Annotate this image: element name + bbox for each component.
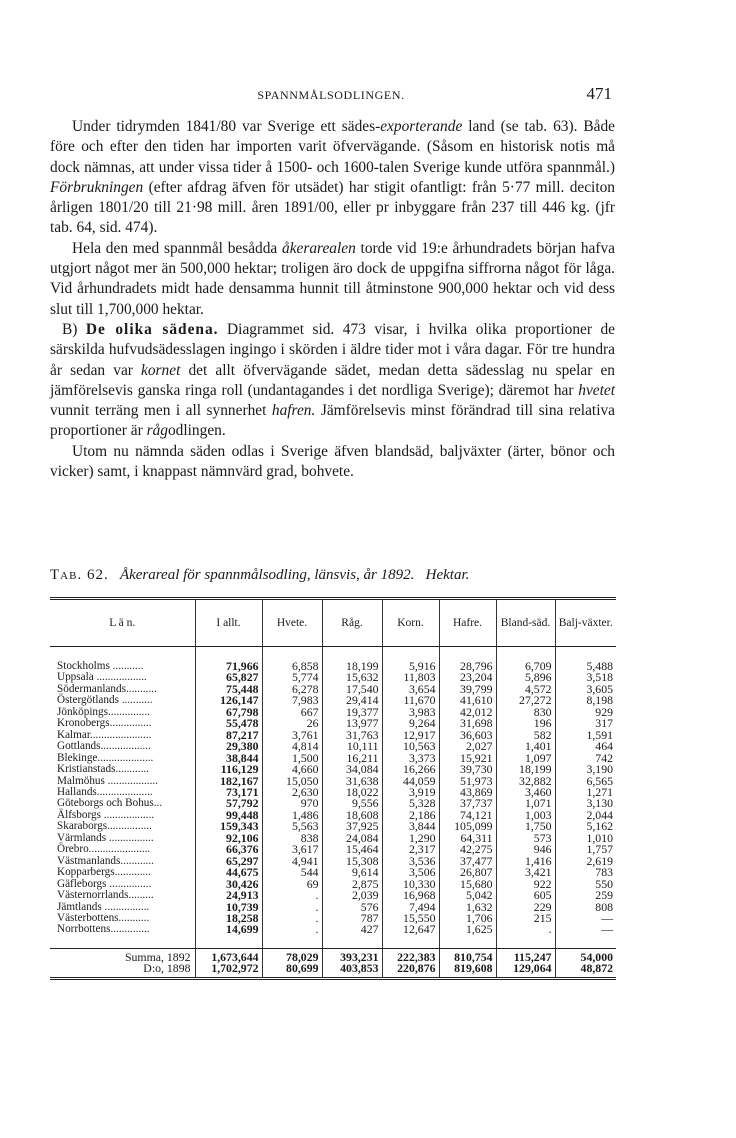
cell-bland: 1,003	[496, 810, 555, 821]
county-name: Göteborgs och Bohus...	[57, 797, 163, 810]
summary-row	[50, 963, 616, 978]
county-name: Älfsborgs ..................	[57, 808, 155, 821]
table-row	[50, 924, 616, 948]
cell-hvete: .	[262, 913, 322, 924]
cell-rag: 15,632	[322, 672, 382, 683]
cell-iallt: 66,376	[195, 844, 262, 855]
cell-iallt: 57,792	[195, 798, 262, 809]
col-header-iallt: I allt.	[195, 599, 262, 647]
sum-balj: 48,872	[555, 963, 616, 978]
cell-bland: 1,097	[496, 753, 555, 764]
cell-korn: 10,330	[382, 879, 439, 890]
sum-hvete: 78,029	[262, 948, 322, 963]
col-header-rag: Råg.	[322, 599, 382, 647]
cell-iallt: 182,167	[195, 776, 262, 787]
cell-iallt: 67,798	[195, 707, 262, 718]
cell-bland: 1,750	[496, 821, 555, 832]
table-row	[50, 647, 616, 673]
cell-hvete: 15,050	[262, 776, 322, 787]
cell-hafre: 51,973	[439, 776, 496, 787]
cell-korn: 11,803	[382, 672, 439, 683]
cell-hvete: 3,617	[262, 844, 322, 855]
county-name: Östergötlands ...........	[57, 694, 153, 707]
cell-balj: 5,162	[555, 821, 616, 832]
cell-korn: 3,373	[382, 753, 439, 764]
county-name: Norrbottens..............	[50, 924, 195, 948]
cell-rag: 13,977	[322, 718, 382, 729]
cell-korn: 11,670	[382, 695, 439, 706]
cell-bland: 582	[496, 730, 555, 741]
table-row	[50, 890, 616, 901]
cell-korn: 1,290	[382, 833, 439, 844]
cell-iallt: 10,739	[195, 902, 262, 913]
cell-hvete: 544	[262, 867, 322, 878]
cell-korn: 3,983	[382, 707, 439, 718]
cell-rag: 19,377	[322, 707, 382, 718]
cell-hafre: 1,625	[439, 924, 496, 948]
cell-hvete: 5,563	[262, 821, 322, 832]
cell-hvete: 69	[262, 879, 322, 890]
sum-hvete: 80,699	[262, 963, 322, 978]
cell-iallt: 126,147	[195, 695, 262, 706]
col-header-blandsad: Bland-säd.	[496, 599, 555, 647]
cell-korn: 2,186	[382, 810, 439, 821]
cell-rag: 9,556	[322, 798, 382, 809]
cell-rag: 16,211	[322, 753, 382, 764]
cell-hvete: 5,774	[262, 672, 322, 683]
cell-bland: 5,896	[496, 672, 555, 683]
table-header-row	[50, 599, 616, 647]
cell-hafre: 39,730	[439, 764, 496, 775]
cell-korn: 3,654	[382, 684, 439, 695]
cell-iallt: 87,217	[195, 730, 262, 741]
cell-korn: 16,968	[382, 890, 439, 901]
cell-bland: 573	[496, 833, 555, 844]
paragraph-blandsad: Utom nu nämnda säden odlas i Sverige äfven blandsäd, baljväxter (ärter, bönor och vicker) samt, i knappast nämnvärd grad, bohvete.	[50, 442, 615, 481]
cell-iallt: 24,913	[195, 890, 262, 901]
county-name: Kristianstads............	[57, 763, 149, 776]
sum-bland: 129,064	[496, 963, 555, 978]
county-name: Södermanlands...........	[57, 682, 157, 695]
cell-korn: 7,494	[382, 902, 439, 913]
county-name: Uppsala ..................	[57, 671, 147, 684]
county-name: Gottlands..................	[57, 740, 151, 753]
cell-rag: 10,111	[322, 741, 382, 752]
cell-hafre: 39,799	[439, 684, 496, 695]
col-header-hvete: Hvete.	[262, 599, 322, 647]
cell-korn: 15,550	[382, 913, 439, 924]
cell-balj: 3,518	[555, 672, 616, 683]
cell-korn: 10,563	[382, 741, 439, 752]
cell-hafre: 26,807	[439, 867, 496, 878]
sum-balj: 54,000	[555, 948, 616, 963]
cell-hafre: 37,737	[439, 798, 496, 809]
cell-hafre: 1,632	[439, 902, 496, 913]
cell-hafre: 15,921	[439, 753, 496, 764]
cell-balj: 1,591	[555, 730, 616, 741]
cell-bland: 1,401	[496, 741, 555, 752]
cell-bland: 946	[496, 844, 555, 855]
county-name: Västerbottens...........	[57, 911, 150, 924]
cell-hvete: .	[262, 890, 322, 901]
cell-iallt: 29,380	[195, 741, 262, 752]
cell-rag: 427	[322, 924, 382, 948]
running-header	[50, 84, 612, 106]
cell-rag: 15,464	[322, 844, 382, 855]
cell-iallt: 18,258	[195, 913, 262, 924]
cell-bland: .	[496, 924, 555, 948]
cell-hvete: 667	[262, 707, 322, 718]
cell-balj: 317	[555, 718, 616, 729]
cell-hvete: 6,858	[262, 647, 322, 673]
cell-balj: 1,757	[555, 844, 616, 855]
cell-hvete: .	[262, 902, 322, 913]
cell-rag: 31,638	[322, 776, 382, 787]
cell-korn: 44,059	[382, 776, 439, 787]
cell-bland: 3,460	[496, 787, 555, 798]
cell-hvete: 3,761	[262, 730, 322, 741]
cell-bland: 605	[496, 890, 555, 901]
cell-hvete: 1,486	[262, 810, 322, 821]
county-name: Kopparbergs.............	[57, 866, 151, 879]
cell-hvete: 26	[262, 718, 322, 729]
cell-balj: 464	[555, 741, 616, 752]
county-name: Malmöhus ..................	[57, 774, 158, 787]
cell-balj: 2,619	[555, 856, 616, 867]
sum-bland: 115,247	[496, 948, 555, 963]
cell-balj: 2,044	[555, 810, 616, 821]
cell-bland: 830	[496, 707, 555, 718]
cell-balj: —	[555, 913, 616, 924]
cell-hafre: 74,121	[439, 810, 496, 821]
cell-korn: 5,328	[382, 798, 439, 809]
cell-rag: 18,608	[322, 810, 382, 821]
county-name: Blekinge....................	[57, 751, 154, 764]
cell-bland: 1,071	[496, 798, 555, 809]
body-text	[50, 117, 615, 482]
cell-iallt: 14,699	[195, 924, 262, 948]
county-name: Stockholms ...........	[57, 660, 144, 672]
cell-rag: 2,875	[322, 879, 382, 890]
cell-hvete: 2,630	[262, 787, 322, 798]
cell-rag: 31,763	[322, 730, 382, 741]
cell-hafre: 64,311	[439, 833, 496, 844]
table-row	[50, 867, 616, 878]
cell-hafre: 41,610	[439, 695, 496, 706]
cell-balj: 550	[555, 879, 616, 890]
cell-balj: 6,565	[555, 776, 616, 787]
col-header-korn: Korn.	[382, 599, 439, 647]
sum-rag: 393,231	[322, 948, 382, 963]
cell-balj: 742	[555, 753, 616, 764]
table-unit: Hektar.	[425, 567, 470, 583]
cell-korn: 3,536	[382, 856, 439, 867]
cell-hafre: 28,796	[439, 647, 496, 673]
cell-korn: 12,917	[382, 730, 439, 741]
cell-rag: 2,039	[322, 890, 382, 901]
table-label: Tab. 62.	[50, 567, 109, 583]
table-title: Åkerareal för spannmålsodling, länsvis, år 1892.	[119, 567, 415, 583]
sum-korn: 222,383	[382, 948, 439, 963]
cell-iallt: 44,675	[195, 867, 262, 878]
cell-iallt: 55,478	[195, 718, 262, 729]
cell-bland: 215	[496, 913, 555, 924]
cell-hvete: 970	[262, 798, 322, 809]
cell-korn: 3,506	[382, 867, 439, 878]
paragraph-akerareal: Hela den med spannmål besådda åkerarealen torde vid 19:e århundradets början hafva utgjort något mer än 500,000 hektar; troligen äro dock de uppgifna siffrorna något för låga. Vid århundradets midt hade densamma hunnit till åtminstone 900,000 hektar och vid dess slut till 1,700,000 hektar.	[50, 239, 615, 318]
cell-iallt: 38,844	[195, 753, 262, 764]
cell-balj: 8,198	[555, 695, 616, 706]
cell-iallt: 99,448	[195, 810, 262, 821]
cell-korn: 16,266	[382, 764, 439, 775]
cell-hafre: 36,603	[439, 730, 496, 741]
cell-balj: 783	[555, 867, 616, 878]
cell-iallt: 65,297	[195, 856, 262, 867]
cell-balj: 929	[555, 707, 616, 718]
cell-bland: 18,199	[496, 764, 555, 775]
sum-hafre: 819,608	[439, 963, 496, 978]
col-header-lan: L ä n.	[50, 599, 195, 647]
cell-hafre: 1,706	[439, 913, 496, 924]
cell-rag: 15,308	[322, 856, 382, 867]
col-header-baljvaxter: Balj-växter.	[555, 599, 616, 647]
cell-balj: —	[555, 924, 616, 948]
cell-hvete: .	[262, 924, 322, 948]
county-name: Jönköpings...............	[57, 705, 150, 718]
cell-bland: 27,272	[496, 695, 555, 706]
cell-bland: 922	[496, 879, 555, 890]
cell-balj: 5,488	[555, 647, 616, 673]
cell-iallt: 30,426	[195, 879, 262, 890]
county-name: Gäfleborgs ...............	[57, 877, 152, 890]
page-number: 471	[586, 84, 612, 103]
cell-rag: 29,414	[322, 695, 382, 706]
cell-hvete: 4,814	[262, 741, 322, 752]
cell-hvete: 7,983	[262, 695, 322, 706]
cell-hvete: 4,660	[262, 764, 322, 775]
cell-korn: 2,317	[382, 844, 439, 855]
cell-balj: 3,130	[555, 798, 616, 809]
cell-balj: 1,010	[555, 833, 616, 844]
cell-rag: 24,084	[322, 833, 382, 844]
cell-rag: 18,022	[322, 787, 382, 798]
cell-balj: 3,190	[555, 764, 616, 775]
cell-korn: 3,919	[382, 787, 439, 798]
cell-iallt: 159,343	[195, 821, 262, 832]
cell-hafre: 105,099	[439, 821, 496, 832]
cell-bland: 6,709	[496, 647, 555, 673]
cell-hafre: 42,275	[439, 844, 496, 855]
cell-iallt: 73,171	[195, 787, 262, 798]
summary-label: D:o, 1898	[50, 963, 195, 978]
cell-iallt: 116,129	[195, 764, 262, 775]
county-name: Värmlands ................	[57, 831, 154, 844]
cell-hafre: 43,869	[439, 787, 496, 798]
sum-korn: 220,876	[382, 963, 439, 978]
cell-rag: 17,540	[322, 684, 382, 695]
cell-hafre: 37,477	[439, 856, 496, 867]
cell-bland: 1,416	[496, 856, 555, 867]
cell-rag: 787	[322, 913, 382, 924]
cell-bland: 3,421	[496, 867, 555, 878]
cell-iallt: 92,106	[195, 833, 262, 844]
cell-rag: 37,925	[322, 821, 382, 832]
cell-korn: 12,647	[382, 924, 439, 948]
table-row	[50, 718, 616, 729]
county-name: Kalmar......................	[57, 728, 152, 741]
cell-rag: 9,614	[322, 867, 382, 878]
paragraph-export: Under tidrymden 1841/80 var Sverige ett sädes-exporterande land (se tab. 63). Både före och efter den tiden har importen varit öfvervägande. (Såsom en historisk notis må dock nämnas, att under vissa tider å 1500- och 1600-talen Sverige kunde utföra spannmål.) Förbrukningen (efter afdrag äfven för utsädet) har stigit ofantligt: från 5·77 mill. deciton årligen 1801/20 till 21·98 mill. åren 1891/00, eller pr inbyggare från 237 till 446 kg. (jfr tab. 64, sid. 474).	[50, 118, 615, 237]
county-name: Örebro......................	[57, 843, 151, 856]
summary-label: Summa, 1892	[124, 949, 191, 964]
sum-hafre: 810,754	[439, 948, 496, 963]
cell-hafre: 15,680	[439, 879, 496, 890]
cell-bland: 4,572	[496, 684, 555, 695]
cell-hvete: 6,278	[262, 684, 322, 695]
sum-rag: 403,853	[322, 963, 382, 978]
acreage-table	[50, 597, 616, 980]
cell-korn: 3,844	[382, 821, 439, 832]
cell-balj: 259	[555, 890, 616, 901]
cell-balj: 808	[555, 902, 616, 913]
county-name: Kronobergs...............	[57, 717, 152, 730]
paragraph-sadena: B) De olika sädena. Diagrammet sid. 473 visar, i hvilka olika proportioner de särskilda hufvudsädesslagen ingingo i skörden i äldre tider mot i våra dagar. För tre hundra år sedan var kornet det allt öfvervägande sädet, medan detta sädesslag nu spelar en jämförelsevis ganska ringa roll (undantagandes i det nordliga Sverige); däremot har hvetet vunnit terräng men i all synnerhet hafren. Jämförelsevis minst förändrad till sina relativa proportioner är rågodlingen.	[50, 320, 616, 440]
sum-iallt: 1,673,644	[195, 948, 262, 963]
cell-hafre: 2,027	[439, 741, 496, 752]
sum-iallt: 1,702,972	[195, 963, 262, 978]
county-name: Hallands....................	[57, 785, 153, 798]
cell-rag: 18,199	[322, 647, 382, 673]
running-title: SPANNMÅLSODLINGEN.	[257, 88, 405, 102]
cell-bland: 196	[496, 718, 555, 729]
cell-hafre: 23,204	[439, 672, 496, 683]
cell-hvete: 838	[262, 833, 322, 844]
county-name: Västmanlands............	[57, 854, 154, 867]
county-name: Jämtlands ................	[57, 900, 150, 913]
cell-hvete: 1,500	[262, 753, 322, 764]
cell-hafre: 5,042	[439, 890, 496, 901]
cell-hafre: 42,012	[439, 707, 496, 718]
cell-rag: 34,084	[322, 764, 382, 775]
cell-korn: 9,264	[382, 718, 439, 729]
cell-hvete: 4,941	[262, 856, 322, 867]
county-name: Skaraborgs................	[57, 820, 152, 833]
col-header-hafre: Hafre.	[439, 599, 496, 647]
cell-iallt: 65,827	[195, 672, 262, 683]
cell-korn: 5,916	[382, 647, 439, 673]
county-name: Västernorrlands.........	[57, 889, 154, 902]
cell-balj: 3,605	[555, 684, 616, 695]
cell-iallt: 75,448	[195, 684, 262, 695]
cell-bland: 229	[496, 902, 555, 913]
cell-rag: 576	[322, 902, 382, 913]
table-caption	[50, 567, 615, 584]
cell-hafre: 31,698	[439, 718, 496, 729]
cell-balj: 1,271	[555, 787, 616, 798]
cell-iallt: 71,966	[195, 647, 262, 673]
cell-bland: 32,882	[496, 776, 555, 787]
